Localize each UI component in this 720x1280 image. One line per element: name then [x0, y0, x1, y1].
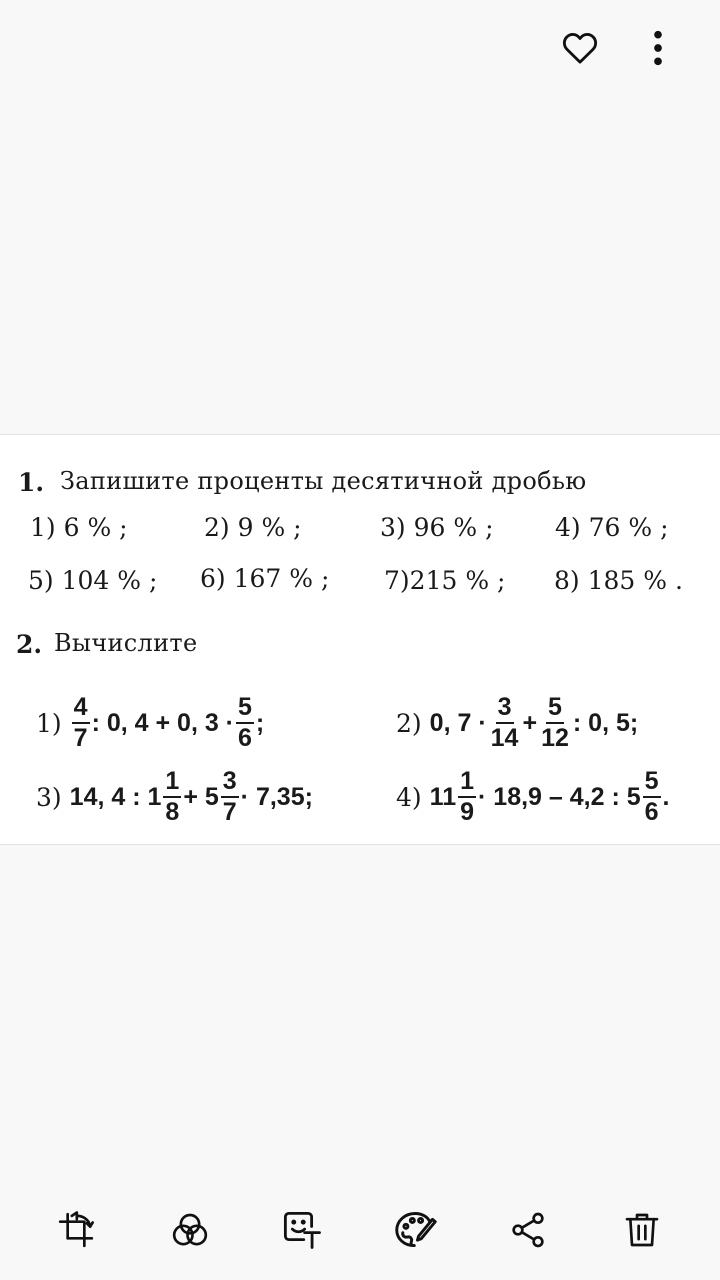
expression-4: [396, 767, 669, 827]
expression-1: [36, 693, 264, 753]
task1-number: 1.: [18, 468, 45, 497]
expression-prefix: 0, 7 ·: [429, 708, 487, 737]
delete-icon[interactable]: [616, 1204, 668, 1256]
fraction: [163, 767, 181, 827]
fraction: [72, 693, 90, 753]
filter-icon[interactable]: [164, 1204, 216, 1256]
more-vertical-icon[interactable]: [634, 24, 682, 72]
task1-item: 4) 76 % ;: [555, 513, 669, 542]
fraction: [643, 767, 661, 827]
task1-item: 8) 185 % .: [554, 566, 683, 595]
image-viewer[interactable]: [0, 434, 720, 845]
expression-2: [396, 693, 638, 753]
expression-middle: : 0, 4 + 0, 3 ·: [91, 708, 235, 737]
denominator: 6: [644, 798, 659, 826]
fraction: [489, 693, 521, 753]
fraction: [236, 693, 254, 753]
sticker-text-icon[interactable]: [276, 1204, 328, 1256]
denominator: 7: [73, 724, 88, 752]
task1-item: 5) 104 % ;: [28, 566, 158, 595]
task1-item: 3) 96 % ;: [380, 513, 494, 542]
bottom-toolbar: [0, 1180, 720, 1280]
expression-label: 1): [36, 708, 62, 738]
numerator: 1: [458, 767, 476, 798]
expression-label: 3): [36, 782, 62, 812]
denominator: 14: [490, 724, 519, 752]
crop-rotate-icon[interactable]: [50, 1204, 102, 1256]
expression-end: ;: [255, 708, 265, 737]
fraction: [221, 767, 239, 827]
expression-prefix: 11: [429, 782, 457, 811]
denominator: 12: [541, 724, 569, 752]
fraction: [539, 693, 571, 753]
numerator: 3: [496, 693, 514, 724]
task2-instruction: Вычислите: [54, 629, 198, 657]
denominator: 9: [460, 798, 475, 826]
numerator: 4: [72, 693, 90, 724]
expression-middle: + 5: [183, 782, 219, 811]
task1-item: 1) 6 % ;: [30, 513, 128, 542]
task1-item: 7)215 % ;: [384, 566, 506, 595]
numerator: 3: [221, 767, 239, 798]
expression-prefix: 14, 4 : 1: [69, 782, 162, 811]
expression-middle: +: [522, 708, 538, 737]
top-toolbar: [0, 0, 720, 96]
denominator: 8: [165, 798, 180, 826]
expression-end: · 7,35;: [240, 782, 313, 811]
fraction: [458, 767, 476, 827]
numerator: 5: [236, 693, 254, 724]
task1-instruction: Запишите проценты десятичной дробью: [60, 467, 587, 495]
textbook-page: [0, 435, 720, 846]
numerator: 1: [163, 767, 181, 798]
denominator: 6: [238, 724, 252, 752]
numerator: 5: [546, 693, 564, 724]
numerator: 5: [643, 767, 661, 798]
share-icon[interactable]: [502, 1204, 554, 1256]
expression-middle: · 18,9 – 4,2 : 5: [478, 782, 641, 811]
heart-icon[interactable]: [556, 24, 604, 72]
expression-label: 2): [396, 708, 422, 738]
task2-number: 2.: [16, 630, 43, 659]
expression-label: 4): [396, 782, 422, 812]
expression-3: [36, 767, 313, 827]
draw-palette-icon[interactable]: [390, 1204, 442, 1256]
denominator: 7: [222, 798, 237, 826]
task1-item: 6) 167 % ;: [200, 564, 330, 593]
expression-end: : 0, 5;: [572, 708, 639, 737]
task1-item: 2) 9 % ;: [204, 513, 302, 542]
expression-end: .: [662, 782, 670, 811]
